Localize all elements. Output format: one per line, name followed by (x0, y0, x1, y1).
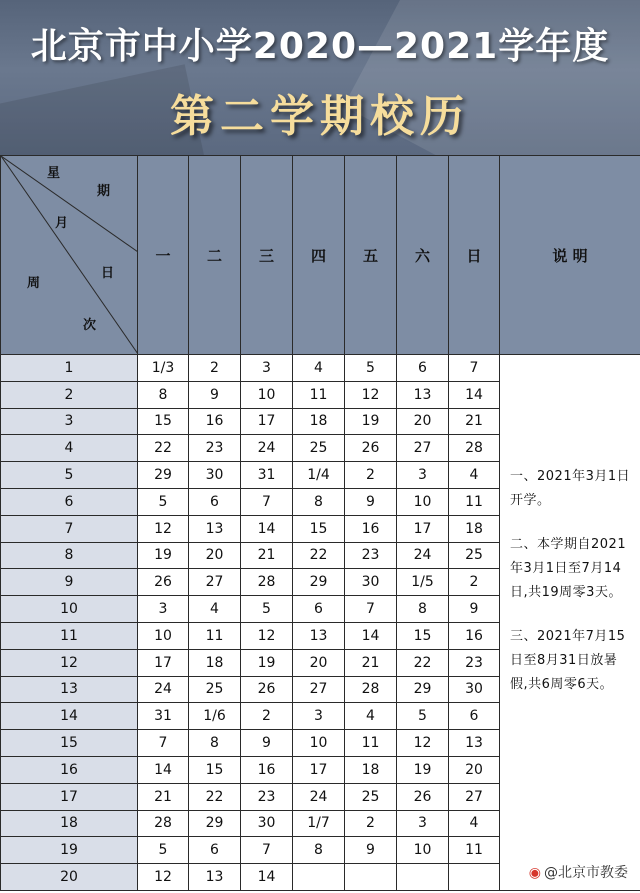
date-cell: 17 (293, 756, 345, 783)
date-cell: 12 (397, 730, 449, 757)
date-cell: 25 (449, 542, 500, 569)
date-cell: 2 (449, 569, 500, 596)
date-cell: 22 (138, 435, 189, 462)
note-item: 三、2021年7月15日至8月31日放暑假,共6周零6天。 (510, 629, 626, 692)
week-number-cell: 18 (1, 810, 138, 837)
week-number-cell: 20 (1, 864, 138, 891)
weekday-header: 一 (138, 156, 189, 355)
date-cell: 19 (345, 408, 397, 435)
date-cell (293, 864, 345, 891)
date-cell: 20 (189, 542, 241, 569)
date-cell: 14 (138, 756, 189, 783)
date-cell: 19 (241, 649, 293, 676)
date-cell: 3 (397, 462, 449, 489)
date-cell: 5 (397, 703, 449, 730)
date-cell: 22 (189, 783, 241, 810)
weekday-header: 三 (241, 156, 293, 355)
date-cell: 6 (189, 837, 241, 864)
date-cell: 8 (138, 381, 189, 408)
date-cell: 12 (241, 622, 293, 649)
table-header-row (1, 156, 640, 355)
date-cell: 16 (189, 408, 241, 435)
corner-label-xing: 星 (47, 166, 61, 181)
date-cell: 16 (241, 756, 293, 783)
weekday-header: 二 (189, 156, 241, 355)
date-cell: 4 (345, 703, 397, 730)
date-cell: 16 (345, 515, 397, 542)
watermark (525, 860, 632, 884)
date-cell: 24 (397, 542, 449, 569)
date-cell: 9 (241, 730, 293, 757)
date-cell: 10 (241, 381, 293, 408)
date-cell: 9 (345, 488, 397, 515)
date-cell: 4 (293, 355, 345, 382)
week-number-cell: 19 (1, 837, 138, 864)
date-cell: 22 (293, 542, 345, 569)
date-cell: 20 (449, 756, 500, 783)
date-cell: 25 (293, 435, 345, 462)
date-cell: 1/6 (189, 703, 241, 730)
date-cell: 1/3 (138, 355, 189, 382)
week-number-cell: 6 (1, 488, 138, 515)
date-cell: 28 (241, 569, 293, 596)
date-cell: 15 (397, 622, 449, 649)
date-cell: 21 (345, 649, 397, 676)
date-cell: 11 (189, 622, 241, 649)
date-cell: 8 (293, 837, 345, 864)
watermark-text: @北京市教委 (544, 865, 628, 881)
date-cell: 9 (189, 381, 241, 408)
week-number-cell: 4 (1, 435, 138, 462)
date-cell: 14 (449, 381, 500, 408)
week-number-cell: 10 (1, 596, 138, 623)
date-cell: 1/5 (397, 569, 449, 596)
week-number-cell: 16 (1, 756, 138, 783)
date-cell: 14 (241, 864, 293, 891)
date-cell (397, 864, 449, 891)
calendar-body (1, 355, 640, 891)
date-cell: 4 (449, 810, 500, 837)
date-cell: 26 (241, 676, 293, 703)
date-cell: 21 (449, 408, 500, 435)
date-cell: 27 (189, 569, 241, 596)
date-cell: 11 (345, 730, 397, 757)
week-number-cell: 11 (1, 622, 138, 649)
week-number-cell: 7 (1, 515, 138, 542)
date-cell: 29 (397, 676, 449, 703)
date-cell: 28 (345, 676, 397, 703)
date-cell: 2 (345, 462, 397, 489)
date-cell: 11 (449, 837, 500, 864)
date-cell: 24 (138, 676, 189, 703)
date-cell: 4 (449, 462, 500, 489)
date-cell: 10 (138, 622, 189, 649)
date-cell: 1/7 (293, 810, 345, 837)
date-cell: 10 (293, 730, 345, 757)
date-cell: 13 (189, 515, 241, 542)
date-cell: 13 (189, 864, 241, 891)
date-cell: 7 (449, 355, 500, 382)
date-cell: 30 (241, 810, 293, 837)
date-cell: 12 (345, 381, 397, 408)
date-cell: 5 (138, 837, 189, 864)
date-cell: 18 (449, 515, 500, 542)
date-cell: 23 (345, 542, 397, 569)
date-cell: 6 (189, 488, 241, 515)
date-cell: 30 (449, 676, 500, 703)
date-cell: 7 (241, 837, 293, 864)
date-cell: 9 (449, 596, 500, 623)
diagonal-lines (1, 156, 138, 354)
date-cell: 28 (138, 810, 189, 837)
date-cell: 23 (189, 435, 241, 462)
date-cell: 6 (449, 703, 500, 730)
date-cell: 3 (241, 355, 293, 382)
date-cell (449, 864, 500, 891)
week-number-cell: 9 (1, 569, 138, 596)
date-cell: 29 (138, 462, 189, 489)
date-cell: 14 (241, 515, 293, 542)
week-number-cell: 13 (1, 676, 138, 703)
week-number-cell: 8 (1, 542, 138, 569)
date-cell: 18 (189, 649, 241, 676)
date-cell: 31 (241, 462, 293, 489)
date-cell: 11 (293, 381, 345, 408)
date-cell: 21 (241, 542, 293, 569)
note-item: 一、2021年3月1日开学。 (510, 469, 631, 508)
date-cell: 3 (138, 596, 189, 623)
date-cell: 15 (189, 756, 241, 783)
week-number-cell: 14 (1, 703, 138, 730)
date-cell: 30 (189, 462, 241, 489)
date-cell: 28 (449, 435, 500, 462)
date-cell: 14 (345, 622, 397, 649)
date-cell: 2 (241, 703, 293, 730)
date-cell: 24 (293, 783, 345, 810)
date-cell: 17 (241, 408, 293, 435)
date-cell: 5 (138, 488, 189, 515)
week-number-cell: 5 (1, 462, 138, 489)
date-cell: 7 (138, 730, 189, 757)
date-cell: 18 (293, 408, 345, 435)
date-cell: 6 (397, 355, 449, 382)
date-cell: 1/4 (293, 462, 345, 489)
date-cell: 26 (138, 569, 189, 596)
date-cell: 20 (293, 649, 345, 676)
date-cell: 29 (189, 810, 241, 837)
date-cell: 15 (138, 408, 189, 435)
date-cell: 6 (293, 596, 345, 623)
date-cell: 7 (345, 596, 397, 623)
date-cell: 29 (293, 569, 345, 596)
date-cell: 22 (397, 649, 449, 676)
weekday-header: 六 (397, 156, 449, 355)
date-cell: 23 (241, 783, 293, 810)
date-cell: 2 (345, 810, 397, 837)
weekday-header: 五 (345, 156, 397, 355)
week-number-cell: 12 (1, 649, 138, 676)
weekday-header: 四 (293, 156, 345, 355)
date-cell: 23 (449, 649, 500, 676)
date-cell: 8 (293, 488, 345, 515)
date-cell: 26 (345, 435, 397, 462)
date-cell: 16 (449, 622, 500, 649)
date-cell: 4 (189, 596, 241, 623)
weibo-icon: ◉ (528, 865, 541, 881)
date-cell: 25 (345, 783, 397, 810)
corner-label-qi: 期 (97, 184, 111, 199)
week-number-cell: 17 (1, 783, 138, 810)
date-cell: 8 (189, 730, 241, 757)
date-cell: 21 (138, 783, 189, 810)
corner-label-ri: 日 (101, 266, 115, 281)
date-cell: 18 (345, 756, 397, 783)
date-cell: 7 (241, 488, 293, 515)
date-cell: 11 (449, 488, 500, 515)
date-cell (345, 864, 397, 891)
note-item: 二、本学期自2021年3月1日至7月14日,共19周零3天。 (510, 537, 627, 600)
date-cell: 8 (397, 596, 449, 623)
week-number-cell: 15 (1, 730, 138, 757)
date-cell: 5 (345, 355, 397, 382)
date-cell: 25 (189, 676, 241, 703)
date-cell: 10 (397, 837, 449, 864)
weekday-header: 日 (449, 156, 500, 355)
date-cell: 27 (449, 783, 500, 810)
date-cell: 30 (345, 569, 397, 596)
date-cell: 2 (189, 355, 241, 382)
date-cell: 20 (397, 408, 449, 435)
notes-cell (500, 355, 640, 891)
corner-label-ci: 次 (83, 318, 97, 333)
week-row (1, 355, 640, 382)
corner-header-cell (1, 156, 138, 355)
date-cell: 13 (449, 730, 500, 757)
date-cell: 13 (397, 381, 449, 408)
notes-header: 说 明 (500, 156, 640, 355)
date-cell: 3 (397, 810, 449, 837)
page-subtitle: 第二学期校历 (170, 91, 470, 142)
date-cell: 12 (138, 864, 189, 891)
date-cell: 3 (293, 703, 345, 730)
date-cell: 26 (397, 783, 449, 810)
date-cell: 9 (345, 837, 397, 864)
date-cell: 27 (397, 435, 449, 462)
week-number-cell: 3 (1, 408, 138, 435)
date-cell: 17 (138, 649, 189, 676)
date-cell: 15 (293, 515, 345, 542)
date-cell: 31 (138, 703, 189, 730)
header-banner (0, 0, 640, 155)
date-cell: 12 (138, 515, 189, 542)
corner-label-zhou: 周 (27, 276, 41, 291)
date-cell: 5 (241, 596, 293, 623)
calendar-table (0, 155, 640, 891)
date-cell: 13 (293, 622, 345, 649)
date-cell: 19 (138, 542, 189, 569)
week-number-cell: 2 (1, 381, 138, 408)
date-cell: 10 (397, 488, 449, 515)
date-cell: 19 (397, 756, 449, 783)
week-number-cell: 1 (1, 355, 138, 382)
date-cell: 24 (241, 435, 293, 462)
date-cell: 17 (397, 515, 449, 542)
date-cell: 27 (293, 676, 345, 703)
page-title: 北京市中小学2020—2021学年度 (30, 26, 610, 67)
corner-label-yue: 月 (55, 216, 69, 231)
